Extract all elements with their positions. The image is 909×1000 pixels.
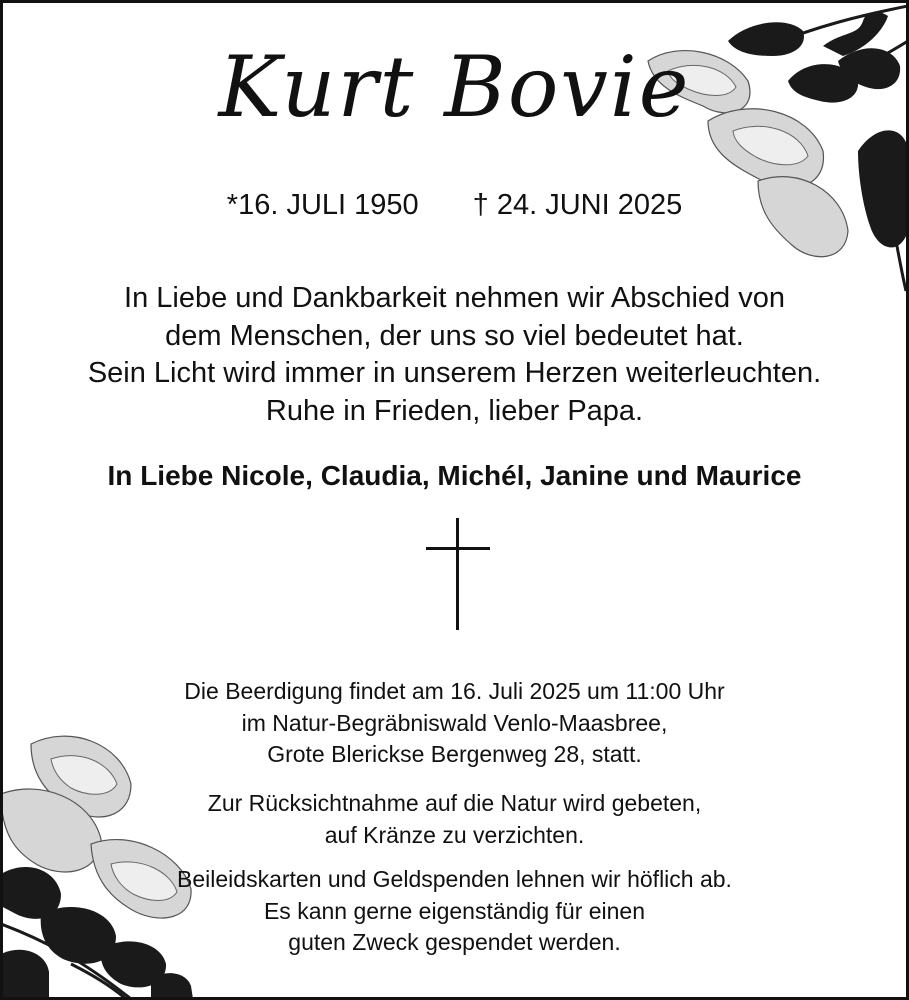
- nature-note: [3, 788, 906, 851]
- funeral-details: [3, 676, 906, 771]
- farewell-verse: [3, 280, 906, 430]
- verse-line: dem Menschen, der uns so viel bedeutet hat.: [165, 319, 744, 352]
- funeral-line: Die Beerdigung findet am 16. Juli 2025 um 11:00 Uhr: [184, 678, 725, 704]
- verse-line: Ruhe in Frieden, lieber Papa.: [265, 394, 644, 427]
- deceased-name: Kurt Bovie: [218, 38, 691, 136]
- funeral-line: im Natur-Begräbniswald Venlo-Maasbree,: [241, 709, 668, 736]
- cross-icon: [426, 518, 490, 630]
- condolences-note: [3, 864, 906, 959]
- note-line: Zur Rücksichtnahme auf die Natur wird gebeten,: [207, 790, 702, 816]
- condolences-line: Es kann gerne eigenständig für einen: [263, 897, 646, 924]
- note-line: auf Kränze zu verzichten.: [324, 821, 585, 848]
- funeral-line: Grote Blerickse Bergenweg 28, statt.: [267, 741, 642, 767]
- verse-line: In Liebe und Dankbarkeit nehmen wir Abschied von: [124, 282, 785, 314]
- condolences-line: Beileidskarten und Geldspenden lehnen wir höflich ab.: [177, 866, 732, 892]
- death-date: † 24. JUNI 2025: [472, 189, 683, 221]
- condolences-line: guten Zweck gespendet werden.: [288, 929, 621, 955]
- verse-line: Sein Licht wird immer in unserem Herzen weiterleuchten.: [87, 357, 822, 389]
- family-signature: In Liebe Nicole, Claudia, Michél, Janine und Maurice: [107, 460, 802, 491]
- life-dates: [3, 189, 906, 222]
- birth-date: *16. JULI 1950: [226, 189, 419, 221]
